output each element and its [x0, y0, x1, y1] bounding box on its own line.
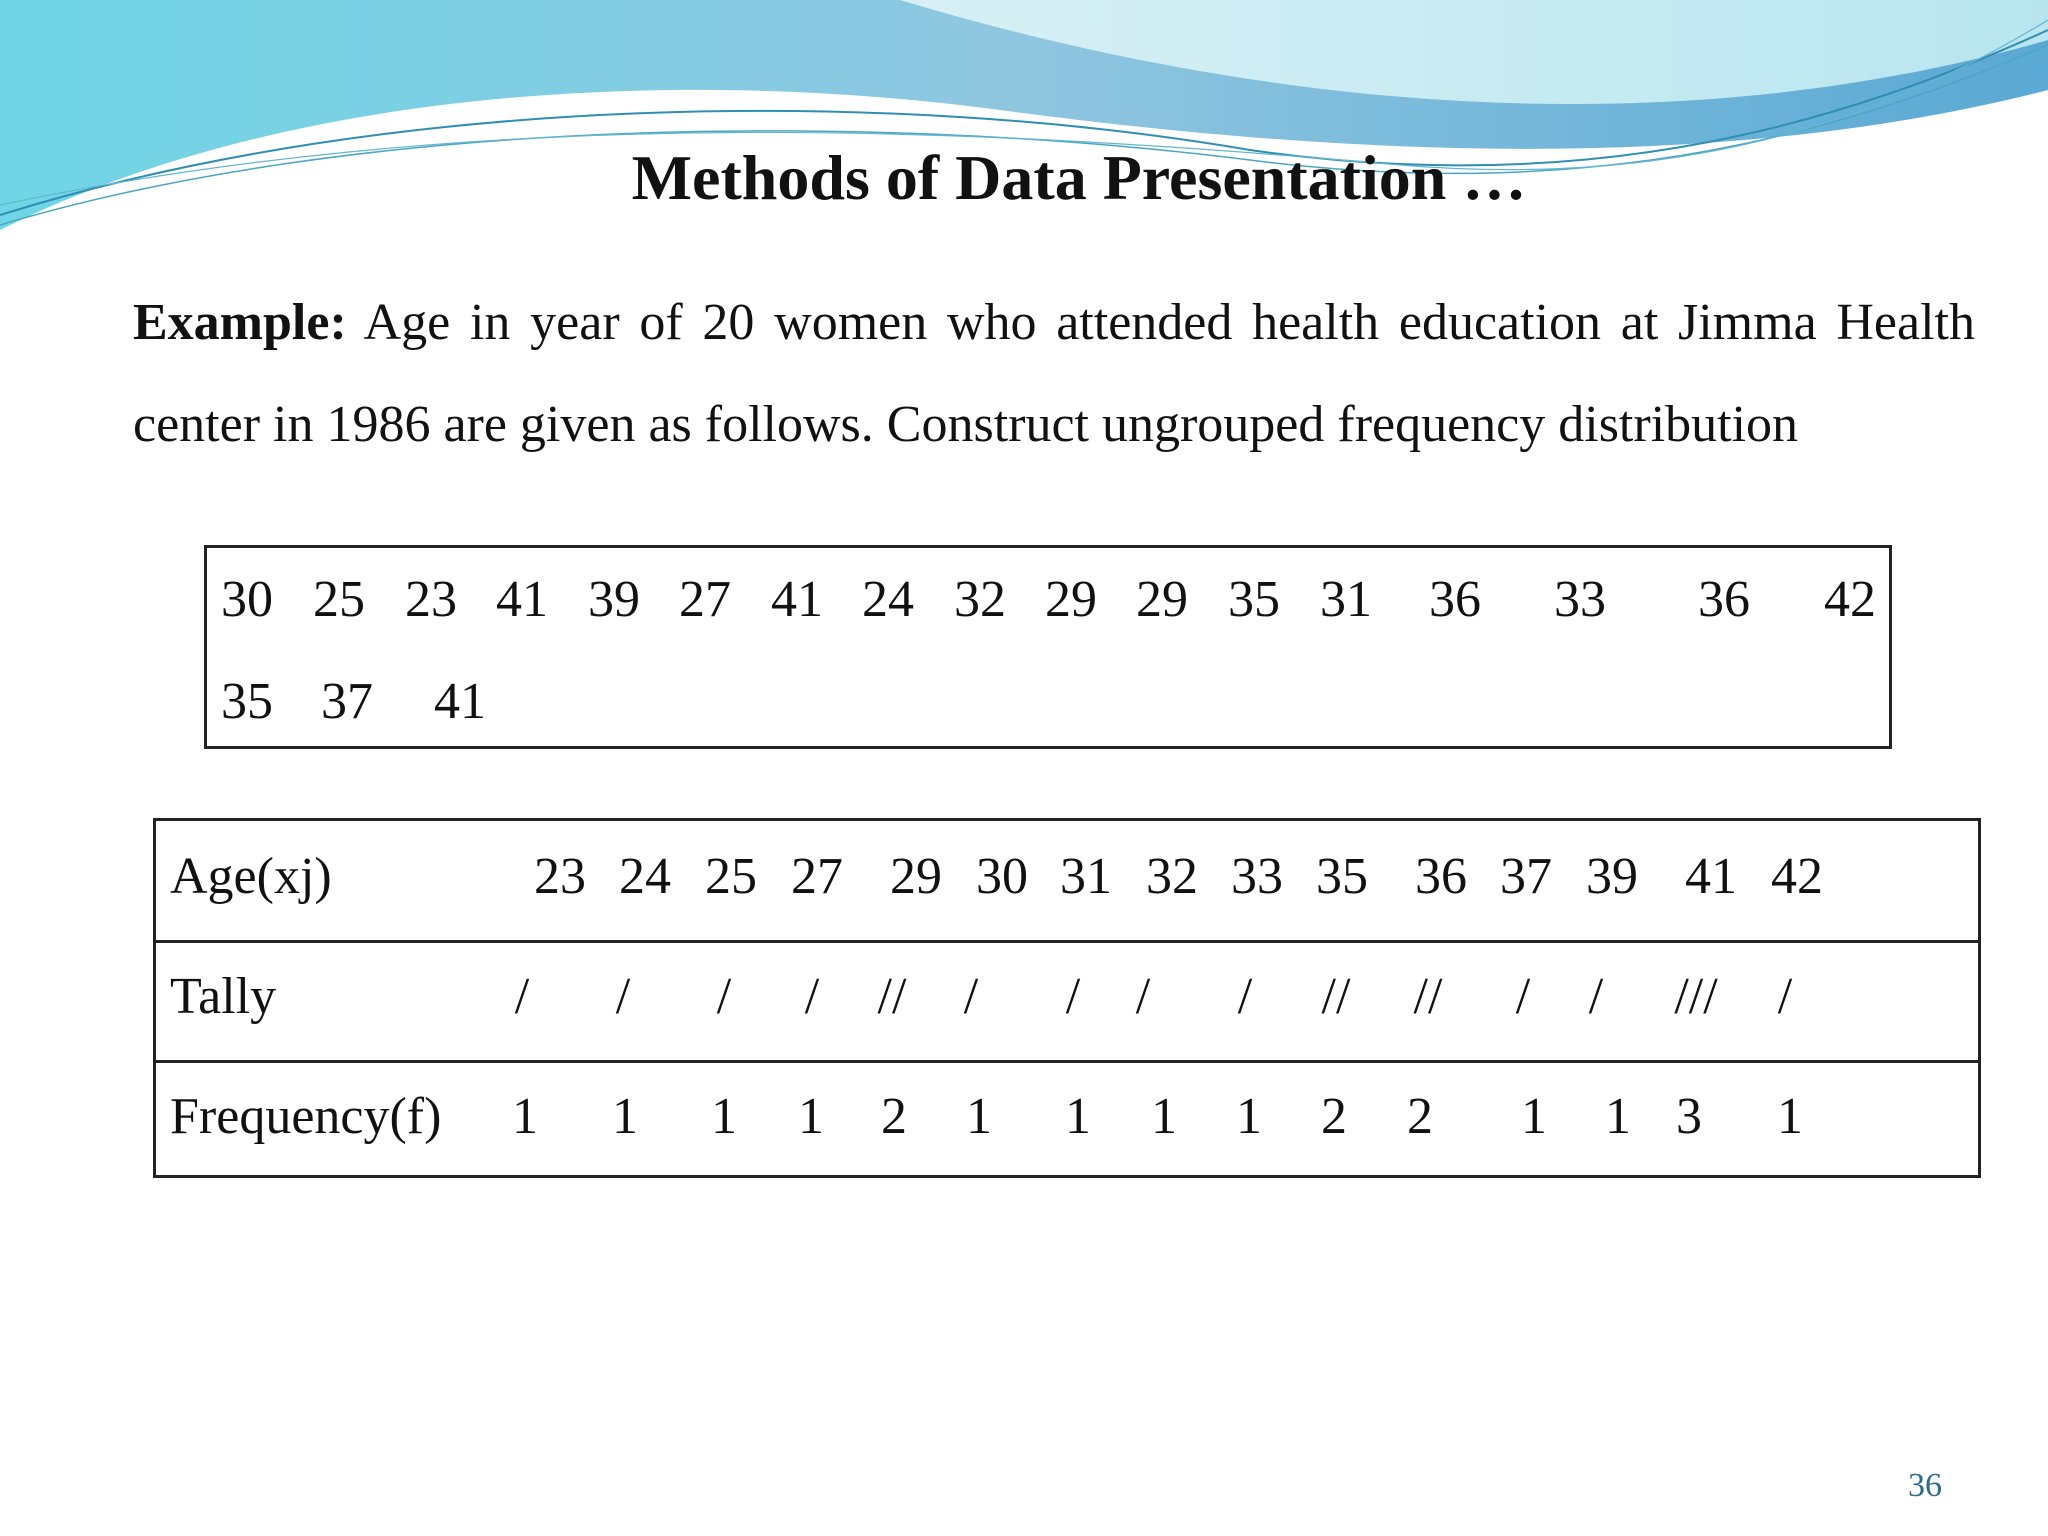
frequency-cell: 2	[1407, 1088, 1433, 1145]
table-row-tally	[156, 941, 1978, 1063]
frequency-cell: 1	[711, 1088, 737, 1145]
age-cell: 39	[1586, 848, 1638, 905]
table-row-frequency	[156, 1061, 1978, 1180]
tally-cell: /	[1777, 968, 1793, 1025]
frequency-cell: 1	[1521, 1088, 1547, 1145]
raw-data-row-2	[207, 672, 1889, 772]
frequency-cell: 1	[512, 1088, 538, 1145]
tally-cell: ///	[1674, 968, 1718, 1025]
frequency-cell: 2	[1321, 1088, 1347, 1145]
row-label-frequency: Frequency(f)	[170, 1088, 442, 1145]
raw-row1-value: 25	[313, 571, 365, 628]
age-cell: 25	[705, 848, 757, 905]
raw-row1-value: 41	[771, 571, 823, 628]
row-label-age: Age(xj)	[170, 848, 332, 905]
frequency-cell: 1	[1605, 1088, 1631, 1145]
frequency-cell: 1	[966, 1088, 992, 1145]
frequency-cell: 1	[1236, 1088, 1262, 1145]
raw-row1-value: 36	[1429, 571, 1481, 628]
raw-row1-value: 41	[496, 571, 548, 628]
age-cell: 29	[890, 848, 942, 905]
age-cell: 24	[619, 848, 671, 905]
raw-row1-value: 32	[954, 571, 1006, 628]
tally-cell: /	[804, 968, 820, 1025]
raw-row2-value: 41	[434, 673, 486, 730]
frequency-cell: 1	[1151, 1088, 1177, 1145]
raw-row1-value: 33	[1554, 571, 1606, 628]
age-cell: 41	[1685, 848, 1737, 905]
row-label-tally: Tally	[170, 968, 277, 1025]
tally-cell: /	[514, 968, 530, 1025]
tally-cell: //	[1321, 968, 1351, 1025]
slide-title: Methods of Data Presentation …	[631, 142, 1527, 213]
frequency-cell: 1	[798, 1088, 824, 1145]
example-text: Age in year of 20 women who attended health education at Jimma Health center in 1986 are given as follows. Construct ungrouped frequency distribution	[133, 294, 1975, 453]
age-cell: 27	[791, 848, 843, 905]
raw-row1-value: 30	[221, 571, 273, 628]
age-cell: 32	[1146, 848, 1198, 905]
tally-cell: //	[1413, 968, 1443, 1025]
age-cell: 33	[1231, 848, 1283, 905]
table-row-age	[156, 821, 1978, 943]
tally-cell: /	[716, 968, 732, 1025]
raw-row1-value: 24	[862, 571, 914, 628]
frequency-cell: 2	[881, 1088, 907, 1145]
raw-row1-value: 27	[679, 571, 731, 628]
tally-cell: //	[877, 968, 907, 1025]
frequency-table	[153, 818, 1981, 1178]
raw-row1-value: 29	[1136, 571, 1188, 628]
tally-cell: /	[1588, 968, 1604, 1025]
age-cell: 42	[1771, 848, 1823, 905]
raw-row2-value: 35	[221, 673, 273, 730]
age-cell: 31	[1060, 848, 1112, 905]
tally-cell: /	[615, 968, 631, 1025]
tally-cell: /	[1515, 968, 1531, 1025]
age-cell: 37	[1500, 848, 1552, 905]
tally-cell: /	[1065, 968, 1081, 1025]
raw-row1-value: 42	[1824, 571, 1876, 628]
frequency-cell: 1	[612, 1088, 638, 1145]
tally-cell: /	[1237, 968, 1253, 1025]
raw-data-box	[204, 545, 1892, 749]
raw-data-row-1	[207, 570, 1889, 670]
frequency-cell: 3	[1676, 1088, 1702, 1145]
example-paragraph	[133, 272, 1975, 476]
frequency-cell: 1	[1777, 1088, 1803, 1145]
raw-row2-value: 37	[321, 673, 373, 730]
age-cell: 36	[1415, 848, 1467, 905]
tally-cell: /	[963, 968, 979, 1025]
raw-row1-value: 35	[1228, 571, 1280, 628]
tally-cell: /	[1135, 968, 1151, 1025]
raw-row1-value: 31	[1320, 571, 1372, 628]
raw-row1-value: 39	[588, 571, 640, 628]
frequency-cell: 1	[1065, 1088, 1091, 1145]
raw-row1-value: 23	[405, 571, 457, 628]
age-cell: 35	[1316, 848, 1368, 905]
example-label: Example:	[133, 294, 347, 351]
age-cell: 23	[534, 848, 586, 905]
raw-row1-value: 36	[1698, 571, 1750, 628]
page-number: 36	[1908, 1467, 1942, 1504]
raw-row1-value: 29	[1045, 571, 1097, 628]
age-cell: 30	[976, 848, 1028, 905]
